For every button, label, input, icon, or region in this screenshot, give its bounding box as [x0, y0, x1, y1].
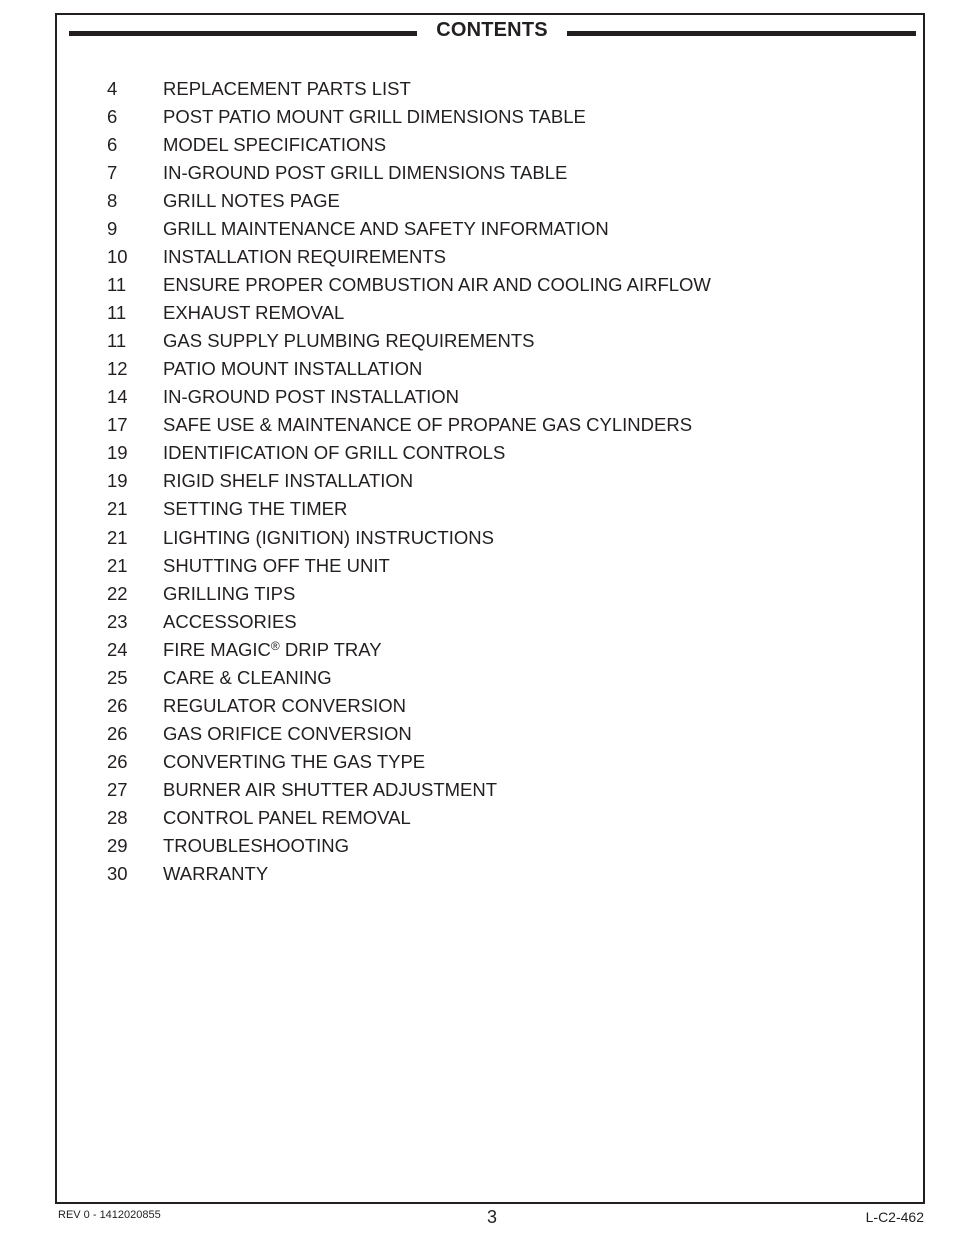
toc-title	[163, 553, 390, 579]
toc-title	[163, 721, 412, 747]
toc-entry	[0, 188, 954, 216]
heading-rule-right	[567, 31, 916, 36]
toc-title	[163, 861, 268, 887]
toc-entry	[0, 777, 954, 805]
toc-entry	[0, 805, 954, 833]
toc-page-number: 9	[107, 218, 118, 240]
toc-entry	[0, 665, 954, 693]
toc-title	[163, 244, 446, 270]
toc-page-number: 25	[107, 666, 128, 688]
toc-title	[163, 384, 459, 410]
toc-title	[163, 468, 413, 494]
toc-title-text: IDENTIFICATION OF GRILL CONTROLS	[163, 442, 506, 464]
heading-rule-left	[69, 31, 417, 36]
toc-title-text: SAFE USE & MAINTENANCE OF PROPANE GAS CYLINDERS	[163, 414, 693, 436]
toc-title	[163, 300, 344, 326]
toc-title	[163, 777, 497, 803]
toc-title	[163, 328, 534, 354]
page-number: 3	[486, 1207, 497, 1227]
toc-page-number: 6	[107, 106, 118, 128]
toc-entry	[0, 384, 954, 412]
toc-page-number: 8	[107, 190, 118, 212]
toc-page-number: 21	[107, 498, 128, 520]
toc-page-number: 14	[107, 386, 128, 408]
toc-title-text: GAS SUPPLY PLUMBING REQUIREMENTS	[163, 330, 535, 352]
toc-title-text: REGULATOR CONVERSION	[163, 694, 406, 716]
toc-entry	[0, 693, 954, 721]
toc-page-number: 19	[107, 442, 128, 464]
toc-entry	[0, 581, 954, 609]
toc-title	[163, 637, 382, 665]
document-code: L-C2-462	[865, 1209, 924, 1225]
toc-title-text: ACCESSORIES	[163, 610, 297, 632]
toc-title-text: GRILL MAINTENANCE AND SAFETY INFORMATION	[163, 218, 609, 240]
toc-page-number: 21	[107, 526, 128, 548]
toc-title-text: ENSURE PROPER COMBUSTION AIR AND COOLING AIRFLOW	[163, 274, 711, 296]
toc-page-number: 7	[107, 162, 118, 184]
toc-page-number: 6	[107, 134, 118, 156]
toc-page-number: 27	[107, 778, 128, 800]
toc-title-text: SHUTTING OFF THE UNIT	[163, 554, 390, 576]
toc-title	[163, 272, 711, 298]
toc-entry	[0, 104, 954, 132]
toc-title-text: FIRE MAGIC	[163, 638, 271, 660]
toc-title	[163, 525, 494, 551]
toc-entry	[0, 440, 954, 468]
toc-page-number: 26	[107, 694, 128, 716]
toc-page-number: 24	[107, 638, 128, 660]
toc-entry	[0, 496, 954, 524]
toc-title-text: POST PATIO MOUNT GRILL DIMENSIONS TABLE	[163, 106, 586, 128]
toc-title	[163, 132, 386, 158]
toc-title-text: IN-GROUND POST GRILL DIMENSIONS TABLE	[163, 162, 568, 184]
toc-page-number: 11	[107, 302, 127, 324]
page-title: CONTENTS	[436, 19, 548, 41]
toc-title	[163, 412, 692, 438]
toc-entry	[0, 76, 954, 104]
toc-entry	[0, 833, 954, 861]
toc-title-text: CONTROL PANEL REMOVAL	[163, 806, 411, 828]
toc-entry	[0, 412, 954, 440]
toc-title	[163, 76, 411, 102]
toc-title-text: EXHAUST REMOVAL	[163, 302, 345, 324]
table-of-contents	[0, 76, 954, 889]
toc-title-text: REPLACEMENT PARTS LIST	[163, 78, 411, 99]
toc-page-number: 29	[107, 834, 128, 856]
toc-page-number: 26	[107, 722, 128, 744]
registered-mark: ®	[270, 638, 280, 653]
toc-page-number: 11	[107, 330, 127, 352]
toc-entry	[0, 216, 954, 244]
toc-page-number: 21	[107, 554, 128, 576]
toc-title	[163, 665, 332, 691]
toc-title	[163, 496, 347, 522]
toc-title	[163, 693, 406, 719]
toc-entry	[0, 861, 954, 889]
toc-title-text-suffix: DRIP TRAY	[279, 638, 382, 660]
toc-title-text: IN-GROUND POST INSTALLATION	[163, 386, 460, 408]
revision-label: REV 0 - 1412020855	[58, 1209, 161, 1221]
toc-entry	[0, 525, 954, 553]
toc-title	[163, 581, 295, 607]
toc-title	[163, 188, 340, 214]
toc-title	[163, 216, 609, 242]
toc-page-number: 28	[107, 806, 128, 828]
toc-entry	[0, 553, 954, 581]
toc-page-number: 11	[107, 274, 127, 296]
toc-title-text: SETTING THE TIMER	[163, 498, 348, 520]
toc-title	[163, 833, 349, 859]
toc-entry	[0, 244, 954, 272]
toc-title-text: LIGHTING (IGNITION) INSTRUCTIONS	[163, 526, 494, 548]
toc-entry	[0, 300, 954, 328]
toc-entry	[0, 749, 954, 777]
toc-page-number: 10	[107, 246, 128, 268]
toc-entry	[0, 721, 954, 749]
toc-title-text: MODEL SPECIFICATIONS	[163, 134, 387, 156]
toc-entry	[0, 132, 954, 160]
toc-entry	[0, 272, 954, 300]
toc-title-text: CARE & CLEANING	[163, 666, 332, 688]
toc-title-text: GRILLING TIPS	[163, 582, 296, 604]
toc-title-text: RIGID SHELF INSTALLATION	[163, 470, 414, 492]
toc-title-text: GRILL NOTES PAGE	[163, 190, 340, 212]
toc-entry	[0, 160, 954, 188]
toc-title-text: WARRANTY	[163, 862, 269, 884]
toc-title-text: PATIO MOUNT INSTALLATION	[163, 358, 423, 380]
toc-title-text: BURNER AIR SHUTTER ADJUSTMENT	[163, 778, 498, 800]
toc-title-text: INSTALLATION REQUIREMENTS	[163, 246, 447, 268]
toc-page-number: 22	[107, 582, 128, 604]
toc-entry	[0, 356, 954, 384]
toc-title	[163, 356, 422, 382]
toc-title	[163, 805, 411, 831]
toc-page-number: 26	[107, 750, 128, 772]
toc-title-text: CONVERTING THE GAS TYPE	[163, 750, 426, 772]
toc-page-number: 23	[107, 610, 128, 632]
toc-page-number: 12	[107, 358, 128, 380]
toc-entry	[0, 328, 954, 356]
toc-title	[163, 749, 425, 775]
toc-title-text: GAS ORIFICE CONVERSION	[163, 722, 412, 744]
toc-title	[163, 160, 567, 186]
toc-entry	[0, 637, 954, 665]
toc-page-number: 19	[107, 470, 128, 492]
toc-entry	[0, 609, 954, 637]
toc-title	[163, 440, 505, 466]
toc-page-number: 30	[107, 862, 128, 884]
toc-title	[163, 104, 586, 130]
toc-entry	[0, 468, 954, 496]
toc-title-text: TROUBLESHOOTING	[163, 834, 350, 856]
toc-page-number: 4	[107, 78, 118, 99]
toc-title	[163, 609, 297, 635]
toc-page-number: 17	[107, 414, 128, 436]
